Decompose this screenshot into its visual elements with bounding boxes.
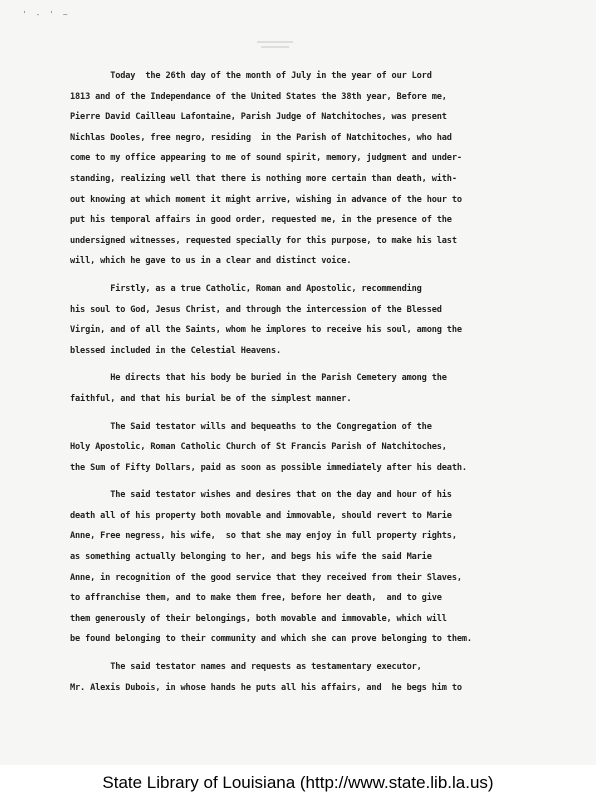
document-line: The said testator wishes and desires that on the day and hour of his <box>70 490 452 501</box>
document-line: put his temporal affairs in good order, requested me, in the presence of the <box>70 215 452 226</box>
document-line: Holy Apostolic, Roman Catholic Church of St Francis Parish of Natchitoches, <box>70 442 447 453</box>
document-line: the Sum of Fifty Dollars, paid as soon as possible immediately after his death. <box>70 462 467 473</box>
document-line: undersigned witnesses, requested specially for this purpose, to make his last <box>70 235 457 246</box>
document-line: 1813 and of the Independance of the United States the 38th year, Before me, <box>70 91 447 102</box>
document-line: Mr. Alexis Dubois, in whose hands he puts all his affairs, and he begs him to <box>70 682 462 693</box>
document-line: come to my office appearing to me of sound spirit, memory, judgment and under- <box>70 153 462 164</box>
document-line: The said testator names and requests as testamentary executor, <box>70 662 422 673</box>
paragraph-gap <box>70 361 560 368</box>
document-line: standing, realizing well that there is nothing more certain than death, with- <box>70 173 457 184</box>
corner-mark: ' - ' ~ <box>22 10 70 19</box>
document-line: death all of his property both movable and immovable, should revert to Marie <box>70 510 452 521</box>
document-line: Anne, Free negress, his wife, so that she may enjoy in full property rights, <box>70 531 457 542</box>
document-line: Firstly, as a true Catholic, Roman and Apostolic, recommending <box>70 283 422 294</box>
paragraph-gap <box>70 478 560 485</box>
document-line: his soul to God, Jesus Christ, and through the intercession of the Blessed <box>70 304 442 315</box>
document-line: out knowing at which moment it might arrive, wishing in advance of the hour to <box>70 194 462 205</box>
document-line: be found belonging to their community and which she can prove belonging to them. <box>70 634 472 645</box>
document-line: as something actually belonging to her, and begs his wife the said Marie <box>70 552 432 563</box>
document-line: them generously of their belongings, both movable and immovable, which will <box>70 613 447 624</box>
document-line: The Said testator wills and bequeaths to the Congregation of the <box>70 421 432 432</box>
document-line: Pierre David Cailleau Lafontaine, Parish Judge of Natchitoches, was present <box>70 112 447 123</box>
footer-credit: State Library of Louisiana (http://www.state.lib.la.us) <box>0 768 596 798</box>
document-line: He directs that his body be buried in the Parish Cemetery among the <box>70 373 447 384</box>
document-body <box>70 66 560 698</box>
paragraph-gap <box>70 272 560 279</box>
paragraph-gap <box>70 650 560 657</box>
document-line: Virgin, and of all the Saints, whom he implores to receive his soul, among the <box>70 325 462 336</box>
document-line: Today the 26th day of the month of July in the year of our Lord <box>70 71 432 81</box>
document-line: Nichlas Dooles, free negro, residing in the Parish of Natchitoches, who had <box>70 132 452 143</box>
faint-stamp-mark <box>255 38 295 52</box>
document-line: to affranchise them, and to make them free, before her death, and to give <box>70 593 442 604</box>
document-line: faithful, and that his burial be of the simplest manner. <box>70 393 352 404</box>
paragraph-gap <box>70 410 560 417</box>
document-line: Anne, in recognition of the good service that they received from their Slaves, <box>70 572 462 583</box>
document-line: blessed included in the Celestial Heavens. <box>70 345 282 356</box>
document-line: will, which he gave to us in a clear and distinct voice. <box>70 256 352 267</box>
